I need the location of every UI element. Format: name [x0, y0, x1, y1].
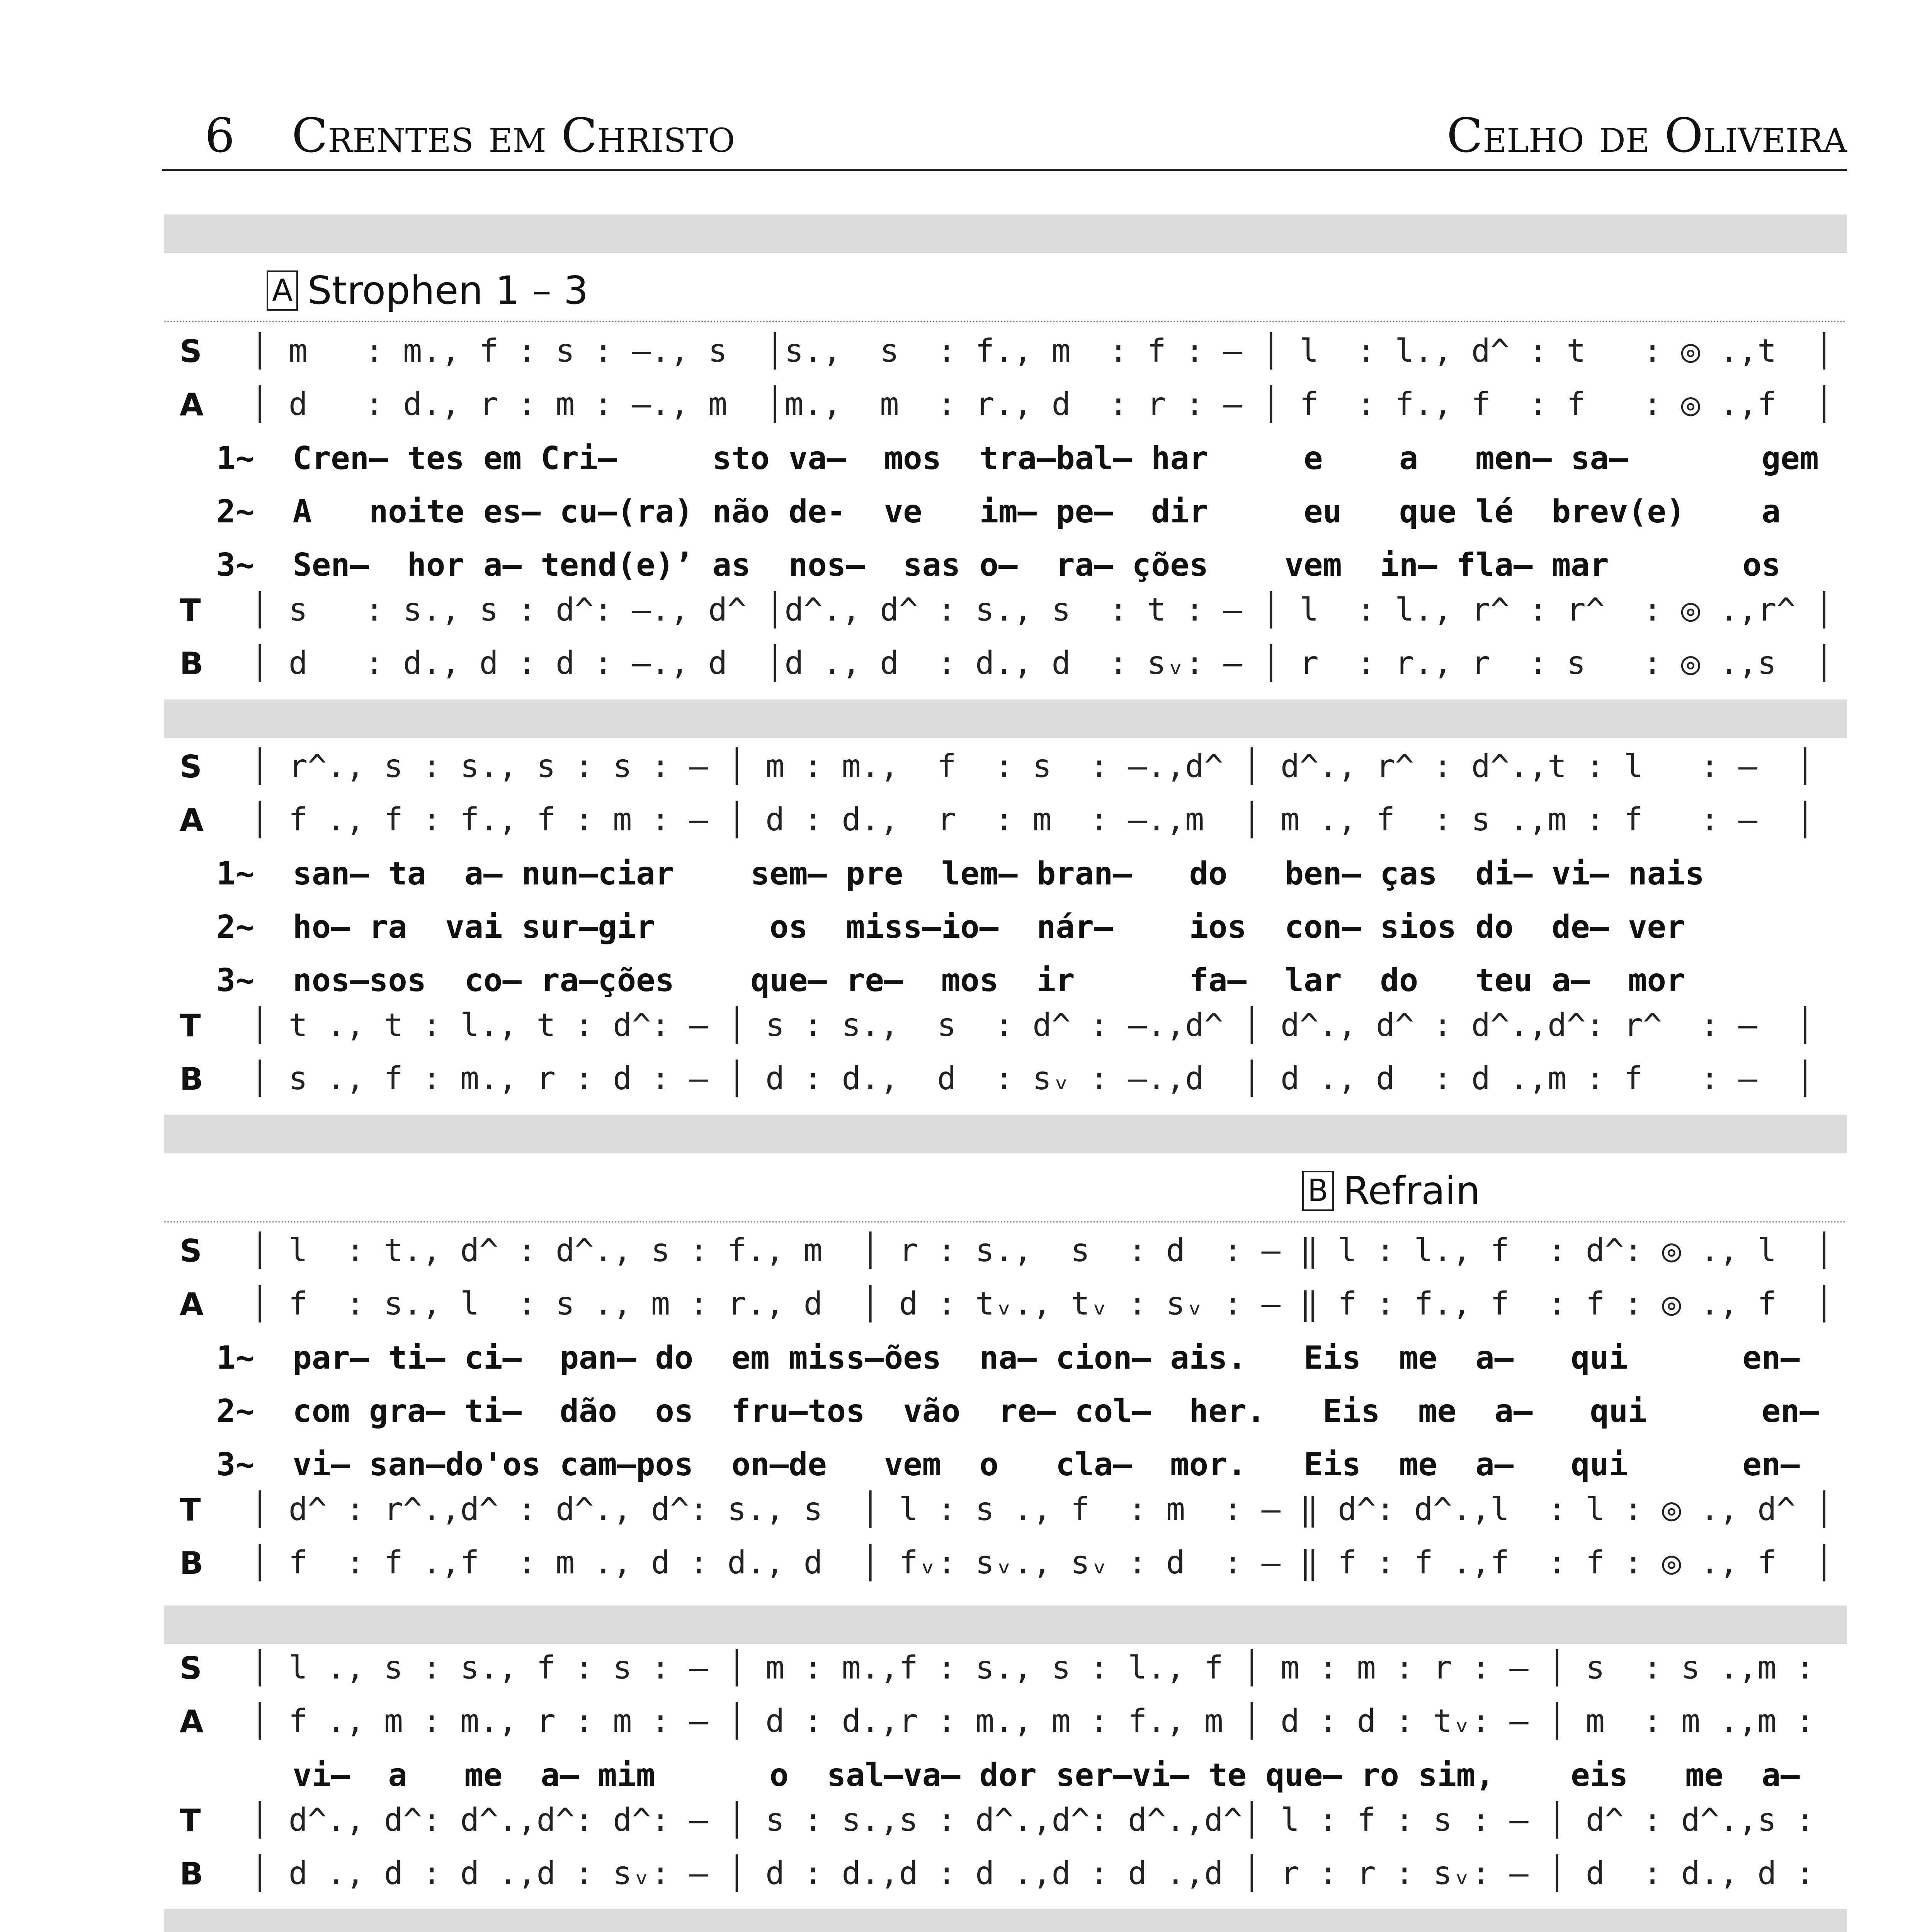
lyric-verse-3: 3~ Sen– hor a– tend(e)’ as nos– sas o– ra– ções vem in– fla– mar os: [216, 547, 1781, 583]
soprano-notation: │ l ., s : s., f : s : – │ m : m.,f : s., s : l., f │ m : m : r : – │ s : s .,m :: [250, 1650, 1815, 1686]
header-composer: Celho de Oliveira: [1447, 108, 1847, 163]
voice-label-bass: B: [180, 1061, 203, 1097]
alto-notation: │ f ., f : f., f : m : – │ d : d., r : m : –.,m │ m ., f : s .,m : f : – │: [250, 801, 1815, 838]
voice-label-tenor: T: [180, 1492, 201, 1528]
header-page-number: 6: [205, 108, 235, 163]
voice-label-bass: B: [180, 646, 203, 682]
voice-label-alto: A: [180, 802, 204, 838]
alto-notation: │ d : d., r : m : –., m │m., m : r., d : r : – │ f : f., f : f : ◎ .,f │: [250, 386, 1834, 423]
section-a-title: Strophen 1 – 3: [307, 268, 588, 313]
soprano-notation: │ l : t., d^ : d^., s : f., m │ r : s., s : d : – ‖ l : l., f : d^: ◎ ., l │: [250, 1232, 1834, 1269]
soprano-notation: │ r^., s : s., s : s : – │ m : m., f : s : –.,d^ │ d^., r^ : d^.,t : l : – │: [250, 748, 1815, 785]
lyric-verse-2: 2~ ho– ra vai sur–gir os miss–io– nár– ios con– sios do de– ver: [216, 909, 1685, 946]
section-b-marker: B: [1302, 1171, 1334, 1211]
bass-notation: │ s ., f : m., r : d : – │ d : d., d : sᵥ : –.,d │ d ., d : d .,m : f : – │: [250, 1060, 1815, 1097]
lyric-verse-1: 1~ par– ti– ci– pan– do em miss–ões na– cion– ais. Eis me a– qui en–: [216, 1340, 1800, 1376]
section-a-dotted-rule: [164, 321, 1847, 322]
section-a-marker: A: [267, 270, 298, 311]
section-b-title: Refrain: [1343, 1168, 1480, 1213]
separator-band: [164, 1909, 1847, 1932]
header-title: Crentes em Christo: [292, 108, 735, 163]
voice-label-alto: A: [180, 1286, 204, 1322]
section-b-dotted-rule: [164, 1221, 1847, 1223]
separator-band: [164, 1115, 1847, 1153]
voice-label-tenor: T: [180, 592, 201, 628]
alto-notation: │ f ., m : m., r : m : – │ d : d.,r : m., m : f., m │ d : d : tᵥ: – │ m : m .,m :: [250, 1703, 1815, 1740]
voice-label-soprano: S: [180, 333, 202, 369]
voice-label-tenor: T: [180, 1803, 201, 1838]
lyric-line: vi– a me a– mim o sal–va– dor ser–vi– te que– ro sim, eis me a–: [216, 1757, 1800, 1794]
bass-notation: │ d ., d : d .,d : sᵥ: – │ d : d.,d : d .,d : d .,d │ r : r : sᵥ: – │ d : d., d :: [250, 1855, 1815, 1892]
separator-band: [164, 699, 1847, 738]
tenor-notation: │ s : s., s : d^: –., d^ │d^., d^ : s., s : t : – │ l : l., r^ : r^ : ◎ .,r^ │: [250, 592, 1834, 628]
voice-label-soprano: S: [180, 1650, 202, 1686]
lyric-verse-3: 3~ vi– san–do'os cam–pos on–de vem o cla– mor. Eis me a– qui en–: [216, 1446, 1800, 1483]
tenor-notation: │ d^ : r^.,d^ : d^., d^: s., s │ l : s ., f : m : – ‖ d^: d^.,l : l : ◎ ., d^ │: [250, 1491, 1834, 1528]
separator-band: [164, 1605, 1847, 1644]
section-a-label: [267, 270, 588, 311]
separator-band: [164, 214, 1847, 253]
voice-label-bass: B: [180, 1856, 203, 1892]
voice-label-soprano: S: [180, 749, 202, 785]
lyric-verse-1: 1~ san– ta a– nun–ciar sem– pre lem– bran– do ben– ças di– vi– nais: [216, 855, 1704, 892]
tenor-notation: │ d^., d^: d^.,d^: d^: – │ s : s.,s : d^.,d^: d^.,d^│ l : f : s : – │ d^ : d^.,s :: [250, 1802, 1815, 1838]
section-b-label: [1302, 1168, 1480, 1213]
voice-label-soprano: S: [180, 1233, 202, 1269]
soprano-notation: │ m : m., f : s : –., s │s., s : f., m : f : – │ l : l., d^ : t : ◎ .,t │: [250, 333, 1834, 369]
voice-label-bass: B: [180, 1545, 203, 1581]
lyric-verse-3: 3~ nos–sos co– ra–ções que– re– mos ir fa– lar do teu a– mor: [216, 962, 1685, 999]
voice-label-alto: A: [180, 387, 204, 423]
voice-label-alto: A: [180, 1704, 204, 1740]
alto-notation: │ f : s., l : s ., m : r., d │ d : tᵥ., tᵥ : sᵥ : – ‖ f : f., f : f : ◎ ., f │: [250, 1286, 1834, 1322]
bass-notation: │ f : f .,f : m ., d : d., d │ fᵥ: sᵥ., sᵥ : d : – ‖ f : f .,f : f : ◎ ., f │: [250, 1544, 1834, 1581]
voice-label-tenor: T: [180, 1008, 201, 1044]
lyric-verse-2: 2~ A noite es– cu–(ra) não de- ve im– pe– dir eu que lé brev(e) a: [216, 493, 1781, 530]
lyric-verse-1: 1~ Cren– tes em Cri– sto va– mos tra–bal– har e a men– sa– gem: [216, 440, 1819, 477]
lyric-verse-2: 2~ com gra– ti– dão os fru–tos vão re– col– her. Eis me a– qui en–: [216, 1393, 1819, 1430]
tenor-notation: │ t ., t : l., t : d^: – │ s : s., s : d^ : –.,d^ │ d^., d^ : d^.,d^: r^ : – │: [250, 1007, 1815, 1044]
header-rule: [162, 169, 1847, 171]
bass-notation: │ d : d., d : d : –., d │d ., d : d., d : sᵥ: – │ r : r., r : s : ◎ .,s │: [250, 645, 1834, 682]
